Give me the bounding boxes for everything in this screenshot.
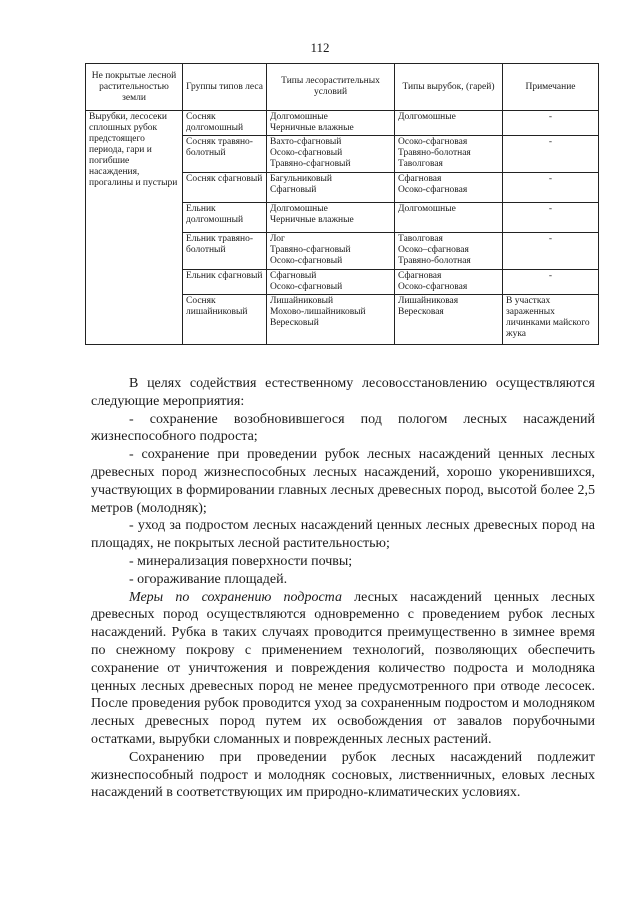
table-cell: Долгомошные Черничные влажные	[267, 111, 395, 136]
table-cell: Ельник долгомошный	[183, 203, 267, 233]
header-cell: Не покрытые лесной растительностью земли	[86, 64, 183, 111]
table-cell: Вахто-сфагновый Осоко-сфагновый Травяно-сфагновый	[267, 136, 395, 173]
table-header-row	[86, 64, 599, 111]
table-cell: Долгомошные Черничные влажные	[267, 203, 395, 233]
table-cell: -	[503, 203, 599, 233]
table-cell: Таволговая Осоко–сфагновая Травяно-болотная	[395, 233, 503, 270]
conclusion-paragraph: Сохранению при проведении рубок лесных насаждений подлежит жизнеспособный подрост и молодняк сосновых, лиственничных, еловых лесных насаждений в соответствующих им природно-климатических условиях.	[91, 749, 595, 801]
page-number: 112	[310, 40, 330, 55]
table-cell: -	[503, 233, 599, 270]
table-cell: Сфагновая Осоко-сфагновая	[395, 270, 503, 295]
table-cell: Сфагновый Осоко-сфагновый	[267, 270, 395, 295]
header-cell: Группы типов леса	[183, 64, 267, 111]
table-cell: Сосняк травяно-болотный	[183, 136, 267, 173]
table-cell: Долгомошные	[395, 111, 503, 136]
body-text	[91, 375, 595, 802]
table-cell: Багульниковый Сфагновый	[267, 173, 395, 203]
table-cell: Сосняк долгомошный	[183, 111, 267, 136]
table-cell: -	[503, 173, 599, 203]
table-cell: В участках зараженных личинками майского жука	[503, 295, 599, 345]
table-cell: -	[503, 111, 599, 136]
table-cell: Долгомошные	[395, 203, 503, 233]
table-cell: Осоко-сфагновая Травяно-болотная Таволговая	[395, 136, 503, 173]
header-cell: Примечание	[503, 64, 599, 111]
table-cell: Сфагновая Осоко-сфагновая	[395, 173, 503, 203]
table-cell: Лишайниковая Вересковая	[395, 295, 503, 345]
list-item: - сохранение при проведении рубок лесных насаждений ценных лесных древесных пород жизнеспособных лесных насаждений, хорошо укоренившихся, участвующих в формировании главных лесных древесных пород, высотой более 2,5 метров (молодняк);	[91, 447, 595, 516]
header-cell: Типы лесорастительных условий	[267, 64, 395, 111]
table-cell: Сосняк сфагновый	[183, 173, 267, 203]
list-item: - уход за подростом лесных насаждений ценных лесных древесных пород на площадях, не покрытых лесной растительностью;	[91, 518, 595, 552]
emphasis-text: Меры по сохранению подроста	[129, 589, 342, 605]
paragraph-text: лесных насаждений ценных лесных древесных пород осуществляются одновременно с проведением рубок лесных насаждений. Рубка в таких случаях проводится преимущественно в зимнее время по снежному покрову с применением технологий, позволяющих обеспечить сохранение от уничтожения и повреждения количество подроста и молодняка ценных лесных древесных пород не менее предусмотренного при отводе лесосек. После проведения рубок проводится уход за сохраненным подростом и молодняком лесных древесных пород путем их освобождения от завалов порубочными остатками, вырубки сломанных и поврежденных лесных растений.	[91, 589, 595, 747]
forest-types-table	[85, 63, 599, 345]
table-cell: -	[503, 270, 599, 295]
list-item: - минерализация поверхности почвы;	[129, 553, 353, 569]
table-cell: Ельник сфагновый	[183, 270, 267, 295]
table-row	[86, 111, 599, 136]
table-cell: Лишайниковый Мохово-лишайниковый Вересковый	[267, 295, 395, 345]
list-item: - огораживание площадей.	[129, 571, 288, 587]
table-cell: Ельник травяно-болотный	[183, 233, 267, 270]
table-cell: -	[503, 136, 599, 173]
list-item: - сохранение возобновившегося под пологом лесных насаждений жизнеспособного подроста;	[91, 411, 595, 445]
table-cell: Сосняк лишайниковый	[183, 295, 267, 345]
header-cell: Типы вырубок, (гарей)	[395, 64, 503, 111]
table-cell: Лог Травяно-сфагновый Осоко-сфагновый	[267, 233, 395, 270]
undergrowth-paragraph	[91, 589, 595, 749]
intro-paragraph: В целях содействия естественному лесовосстановлению осуществляются следующие мероприятия:	[91, 376, 595, 409]
land-category-cell: Вырубки, лесосеки сплошных рубок предстоящего периода, гари и погибшие насаждения, прогалины и пустыри	[86, 111, 183, 345]
